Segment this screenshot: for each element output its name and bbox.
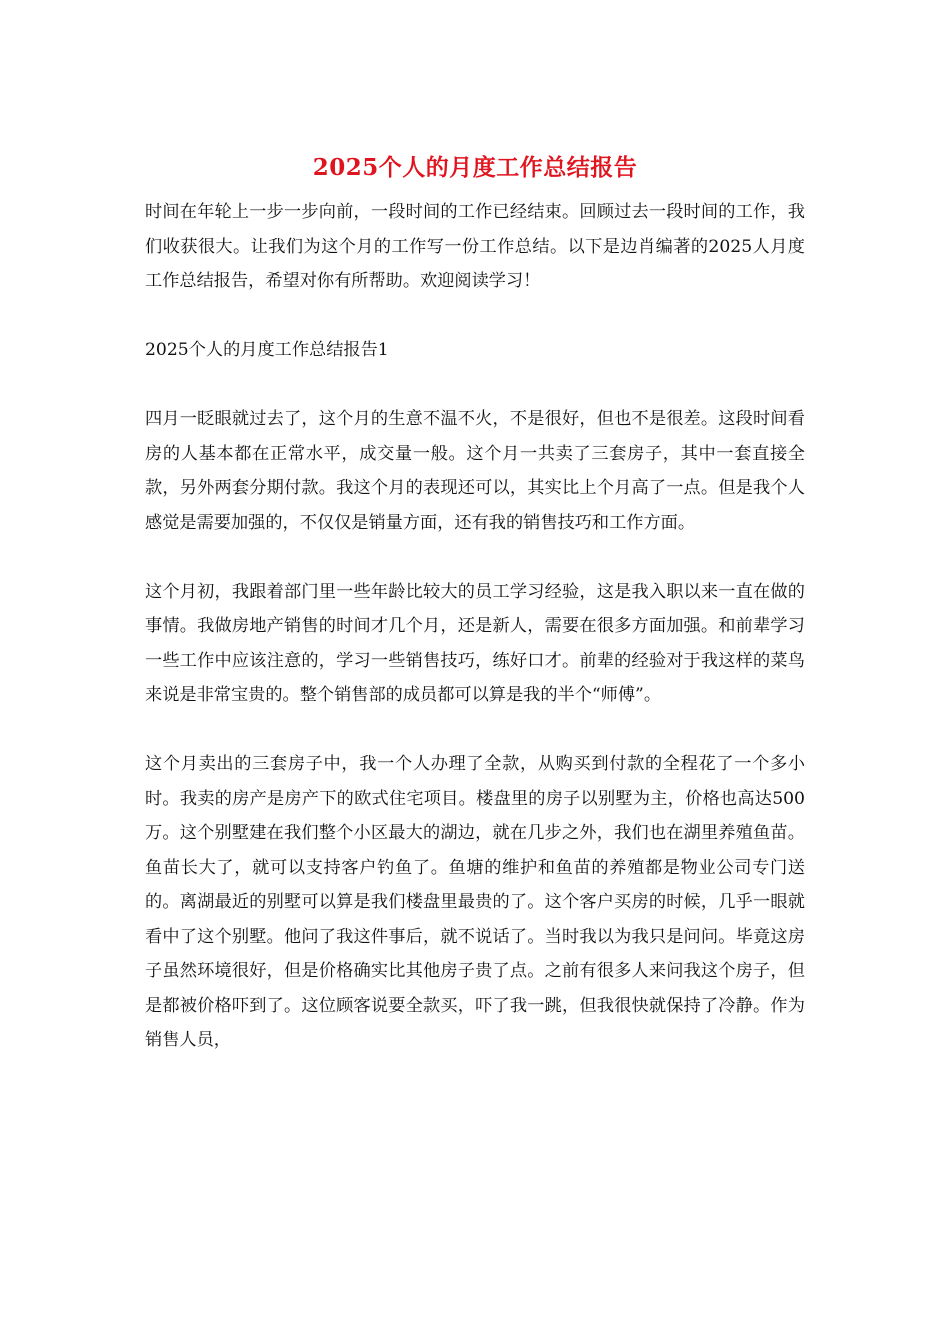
intro-paragraph: 时间在年轮上一步一步向前，一段时间的工作已经结束。回顾过去一段时间的工作，我们收获很大。让我们为这个月的工作写一份工作总结。以下是边肖编著的2025人月度工作总结报告，希望对你有所帮助。欢迎阅读学习！	[145, 202, 805, 291]
body-paragraph-2: 这个月初，我跟着部门里一些年龄比较大的员工学习经验，这是我入职以来一直在做的事情。我做房地产销售的时间才几个月，还是新人，需要在很多方面加强。和前辈学习一些工作中应该注意的，学习一些销售技巧，练好口才。前辈的经验对于我这样的菜鸟来说是非常宝贵的。整个销售部的成员都可以算是我的半个“师傅”。	[145, 581, 805, 705]
body-paragraph-1: 四月一眨眼就过去了，这个月的生意不温不火，不是很好，但也不是很差。这段时间看房的人基本都在正常水平，成交量一般。这个月一共卖了三套房子，其中一套直接全款，另外两套分期付款。我这个月的表现还可以，其实比上个月高了一点。但是我个人感觉是需要加强的，不仅仅是销量方面，还有我的销售技巧和工作方面。	[145, 409, 805, 533]
document-body	[145, 195, 805, 1092]
document-title: 2025个人的月度工作总结报告	[312, 154, 638, 181]
section-heading: 2025个人的月度工作总结报告1	[145, 340, 389, 360]
body-paragraph-3: 这个月卖出的三套房子中，我一个人办理了全款，从购买到付款的全程花了一个多小时。我卖的房产是房产下的欧式住宅项目。楼盘里的房子以别墅为主，价格也高达500万。这个别墅建在我们整个小区最大的湖边，就在几步之外，我们也在湖里养殖鱼苗。鱼苗长大了，就可以支持客户钓鱼了。鱼塘的维护和鱼苗的养殖都是物业公司专门送的。离湖最近的别墅可以算是我们楼盘里最贵的了。这个客户买房的时候，几乎一眼就看中了这个别墅。他问了我这件事后，就不说话了。当时我以为我只是问问。毕竟这房子虽然环境很好，但是价格确实比其他房子贵了点。之前有很多人来问我这个房子，但是都被价格吓到了。这位顾客说要全款买，吓了我一跳，但我很快就保持了冷静。作为销售人员，	[145, 754, 805, 1050]
